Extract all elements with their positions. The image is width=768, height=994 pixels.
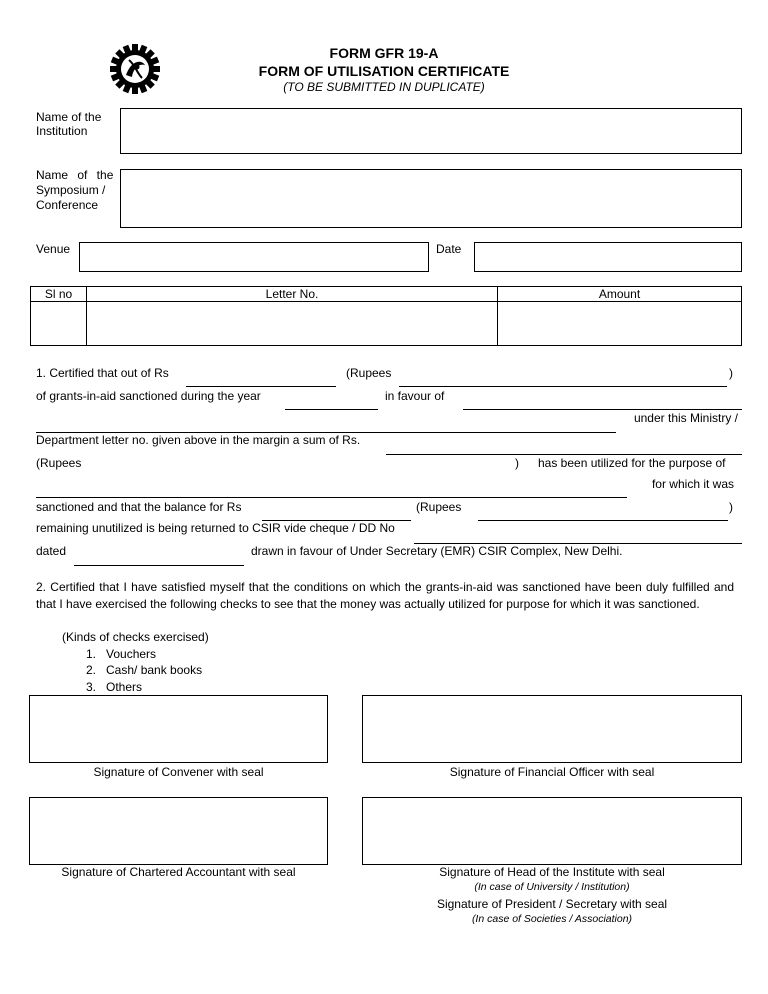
- form-subtitle: FORM OF UTILISATION CERTIFICATE: [258, 63, 510, 79]
- col-amount: Amount: [498, 287, 742, 302]
- cert1-line6: for which it was: [651, 477, 734, 491]
- symposium-label: [36, 168, 113, 182]
- csir-logo: [108, 44, 162, 94]
- cert1-line5-a: (Rupees: [36, 456, 82, 470]
- check-item-others: 3. Others: [86, 680, 143, 694]
- president-note: (In case of Societies / Association): [471, 913, 633, 925]
- dated-blank[interactable]: [74, 565, 244, 566]
- duplicate-note: (TO BE SUBMITTED IN DUPLICATE): [283, 80, 485, 94]
- form-title: FORM GFR 19-A: [329, 45, 439, 61]
- col-sl-no: Sl no: [31, 287, 87, 302]
- chartered-accountant-signature-label: Signature of Chartered Accountant with seal: [61, 865, 296, 879]
- col-letter-no: Letter No.: [87, 287, 498, 302]
- cert1-line1-a: 1. Certified that out of Rs: [36, 366, 169, 380]
- symposium-label-2: Symposium /: [36, 183, 106, 197]
- checks-heading: (Kinds of checks exercised): [62, 630, 209, 644]
- chartered-accountant-signature-box[interactable]: [29, 797, 328, 865]
- cert1-line1-b: (Rupees: [346, 366, 392, 380]
- cert1-line7-c: ): [729, 500, 733, 514]
- cert1-line2-b: in favour of: [385, 389, 445, 403]
- cert1-line5-b: ): [515, 456, 519, 470]
- symposium-label-3: Conference: [36, 198, 99, 212]
- head-institute-note: (In case of University / Institution): [474, 881, 630, 893]
- venue-label: Venue: [36, 242, 71, 256]
- cert1-line9-b: drawn in favour of Under Secretary (EMR) CSIR Complex, New Delhi.: [251, 544, 623, 558]
- convener-signature-label: Signature of Convener with seal: [93, 765, 264, 779]
- check-item-cash-bank-books: 2. Cash/ bank books: [86, 663, 203, 677]
- cert2-paragraph: 2. Certified that I have satisfied myself that the conditions on which the grants-in-aid was sanctioned have been duly fulfilled and that I have exercised the following checks to see that the money was actually utilized for purpose for which it was sanctioned.: [36, 580, 734, 611]
- cert1-line1-c: ): [729, 366, 733, 380]
- institution-field[interactable]: [120, 108, 742, 154]
- favour-of-blank[interactable]: [463, 409, 742, 410]
- table-row: [31, 302, 742, 346]
- cert1-line7-b: (Rupees: [416, 500, 462, 514]
- cell-sl-no[interactable]: [31, 302, 87, 346]
- head-institute-signature-label: Signature of Head of the Institute with seal: [439, 865, 665, 879]
- utilized-purpose-blank[interactable]: [36, 497, 627, 498]
- sum-rs-blank[interactable]: [386, 454, 742, 455]
- table-header-row: [31, 287, 742, 302]
- president-signature-label: Signature of President / Secretary with seal: [436, 897, 668, 911]
- symposium-field[interactable]: [120, 169, 742, 228]
- venue-field[interactable]: [79, 242, 429, 272]
- csir-gear-emblem-icon: [108, 44, 162, 94]
- cert1-line7-a: sanctioned and that the balance for Rs: [36, 500, 242, 514]
- institution-label-2: Institution: [36, 124, 88, 138]
- amount-rupees-words-blank[interactable]: [399, 386, 727, 387]
- cert1-line5-c: has been utilized for the purpose of: [538, 456, 726, 470]
- cell-letter-no[interactable]: [87, 302, 498, 346]
- financial-officer-signature-box[interactable]: [362, 695, 742, 763]
- amount-rs-blank[interactable]: [186, 386, 336, 387]
- financial-officer-signature-label: Signature of Financial Officer with seal: [449, 765, 655, 779]
- letter-table: [30, 286, 742, 346]
- balance-rupees-words-blank[interactable]: [478, 520, 728, 521]
- year-blank[interactable]: [285, 409, 378, 410]
- convener-signature-box[interactable]: [29, 695, 328, 763]
- symposium-label-1: Name of the: [36, 168, 114, 182]
- check-item-vouchers: 1. Vouchers: [86, 647, 157, 661]
- cert1-line3: under this Ministry /: [633, 411, 738, 425]
- cell-amount[interactable]: [498, 302, 742, 346]
- cert1-line4: Department letter no. given above in the margin a sum of Rs.: [36, 433, 361, 447]
- cert1-line9-a: dated: [36, 544, 67, 558]
- cert1-line2-a: of grants-in-aid sanctioned during the year: [36, 389, 261, 403]
- head-institute-signature-box[interactable]: [362, 797, 742, 865]
- cert1-line8: remaining unutilized is being returned to CSIR vide cheque / DD No: [36, 521, 395, 535]
- institution-label: Name of the: [36, 110, 102, 124]
- date-label: Date: [436, 242, 462, 256]
- date-field[interactable]: [474, 242, 742, 272]
